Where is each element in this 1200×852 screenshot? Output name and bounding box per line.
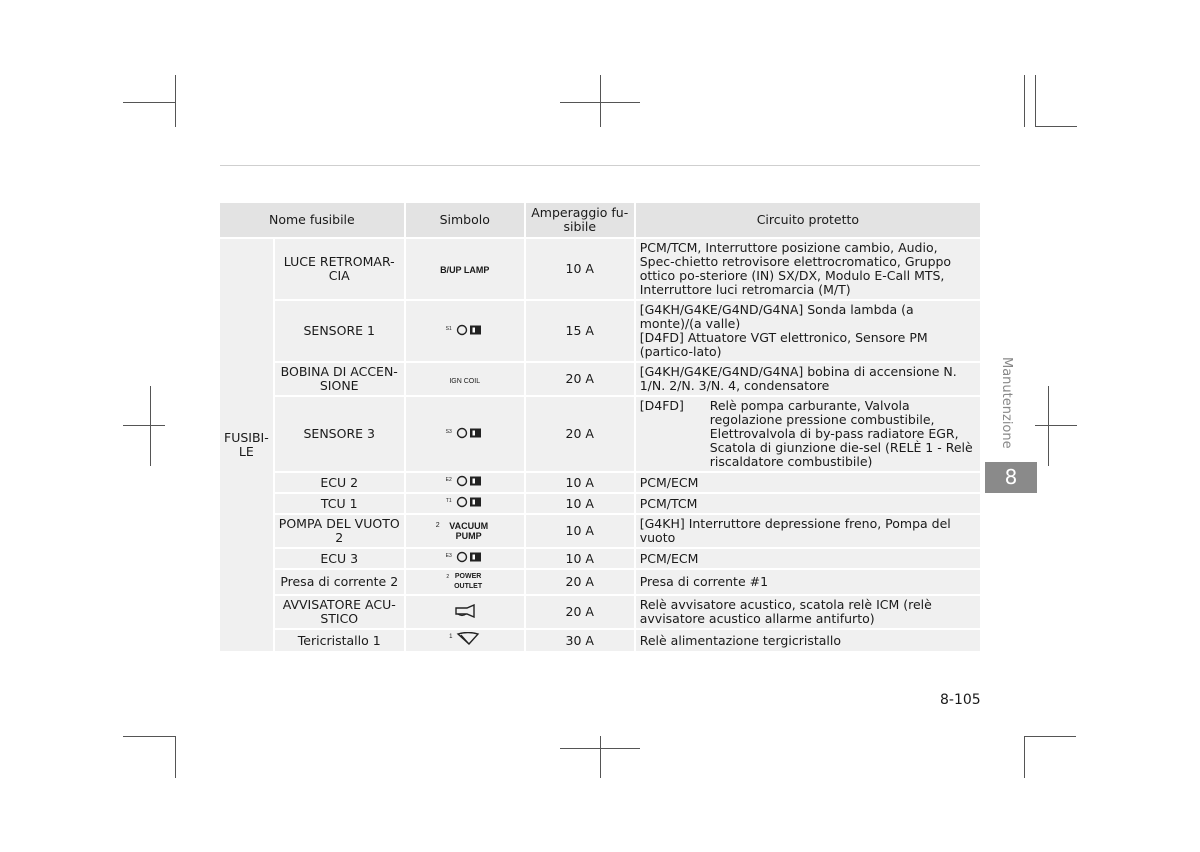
power-outlet-symbol: POWER OUTLET [454, 573, 483, 590]
crop-mark [123, 736, 175, 737]
table-row [220, 472, 980, 493]
fuse-symbol [405, 548, 525, 569]
fuse-amp: 20 A [525, 362, 635, 396]
crop-mark [1024, 736, 1025, 778]
fuse-circuit: Presa di corrente #1 [635, 569, 980, 595]
engine-sensor-icon [456, 427, 484, 439]
table-row [220, 629, 980, 652]
fuse-symbol [405, 514, 525, 548]
crop-mark [1035, 425, 1077, 426]
fuse-amp: 10 A [525, 472, 635, 493]
fuse-name: AVVISATORE ACU-STICO [274, 595, 405, 629]
symbol-index: S3 [445, 428, 452, 435]
circuit-line: [D4FD] Attuatore VGT elettronico, Sensore PM (partico-lato) [639, 330, 928, 359]
crop-mark [175, 75, 176, 127]
table-row [220, 569, 980, 595]
ecu-icon [456, 475, 484, 487]
ign-coil-symbol: IGN COIL [449, 377, 481, 385]
fuse-circuit: PCM/TCM [635, 493, 980, 514]
fuse-circuit: Relè avvisatore acustico, scatola relè ICM (relè avvisatore acustico allarme antifurto) [635, 595, 980, 629]
fuse-name: SENSORE 3 [274, 396, 405, 472]
fuse-symbol [405, 300, 525, 362]
symbol-index: E3 [445, 553, 452, 559]
fuse-circuit: PCM/ECM [635, 472, 980, 493]
fuse-name: ECU 2 [274, 472, 405, 493]
symbol-index: 2 [446, 574, 450, 580]
symbol-index: T1 [445, 498, 452, 504]
fuse-amp: 10 A [525, 238, 635, 300]
fuse-symbol [405, 472, 525, 493]
fuse-name: Presa di corrente 2 [274, 569, 405, 595]
fuse-circuit: PCM/ECM [635, 548, 980, 569]
symbol-index: E2 [445, 477, 452, 483]
page-number: 8-105 [940, 692, 981, 708]
crop-mark [1035, 75, 1036, 127]
fuse-name: ECU 3 [274, 548, 405, 569]
fuse-circuit: [G4KH] Interruttore depressione freno, Pompa del vuoto [635, 514, 980, 548]
fuse-circuit: Relè alimentazione tergicristallo [635, 629, 980, 652]
circuit-line: [G4KH/G4KE/G4ND/G4NA] Sonda lambda (a monte)/(a valle) [639, 302, 914, 331]
fuse-name: Tericristallo 1 [274, 629, 405, 652]
backup-lamp-symbol: B/UP LAMP [440, 265, 490, 275]
crop-mark [175, 736, 176, 778]
chapter-title: Manutenzione [999, 357, 1014, 449]
crop-mark [150, 386, 151, 466]
fuse-symbol [405, 362, 525, 396]
table-row [220, 396, 980, 472]
crop-mark [123, 102, 175, 103]
fuse-symbol [405, 569, 525, 595]
table-row [220, 362, 980, 396]
fuse-amp: 30 A [525, 629, 635, 652]
fuse-circuit: PCM/TCM, Interruttore posizione cambio, Audio, Spec-chietto retrovisore elettrocromatico, Gruppo ottico po-steriore (IN) SX/DX, Modulo E-Call MTS, Interruttore luci retromarcia (M/T) [635, 238, 980, 300]
table-row [220, 548, 980, 569]
fuse-name: SENSORE 1 [274, 300, 405, 362]
wiper-icon [456, 632, 480, 646]
header-rule [220, 165, 980, 166]
symbol-index: 1 [449, 634, 453, 640]
ecu-icon [456, 551, 484, 563]
header-name: Nome fusibile [220, 203, 405, 238]
crop-mark [123, 425, 165, 426]
table-row [220, 238, 980, 300]
fuse-amp: 20 A [525, 396, 635, 472]
crop-mark [1035, 126, 1077, 127]
fuse-name: LUCE RETROMAR-CIA [274, 238, 405, 300]
fuse-amp: 15 A [525, 300, 635, 362]
symbol-index: 2 [435, 521, 440, 529]
crop-mark [600, 736, 601, 778]
header-amperage: Amperaggio fu-sibile [525, 203, 635, 238]
fuse-symbol [405, 595, 525, 629]
table-row [220, 595, 980, 629]
symbol-index: S1 [445, 325, 452, 332]
circuit-key: [D4FD] [639, 398, 684, 413]
fuse-symbol [405, 629, 525, 652]
fuse-amp: 10 A [525, 548, 635, 569]
crop-mark [1024, 75, 1025, 127]
fuse-circuit [635, 300, 980, 362]
chapter-tab: 8 [985, 462, 1037, 493]
fuse-name: POMPA DEL VUOTO 2 [274, 514, 405, 548]
fuse-amp: 10 A [525, 514, 635, 548]
group-label: FUSIBI-LE [220, 238, 274, 652]
table-row [220, 493, 980, 514]
crop-mark [600, 75, 601, 127]
crop-mark [1024, 736, 1076, 737]
horn-icon [454, 604, 476, 618]
fuse-amp: 20 A [525, 569, 635, 595]
table-header-row [220, 203, 980, 238]
table-row [220, 514, 980, 548]
fuse-circuit [635, 396, 980, 472]
crop-mark [1048, 386, 1049, 466]
fuse-circuit: [G4KH/G4KE/G4ND/G4NA] bobina di accensione N. 1/N. 2/N. 3/N. 4, condensatore [635, 362, 980, 396]
fuse-symbol [405, 493, 525, 514]
fuse-amp: 10 A [525, 493, 635, 514]
fuse-symbol [405, 396, 525, 472]
fuse-table [220, 203, 980, 653]
fuse-name: TCU 1 [274, 493, 405, 514]
header-symbol: Simbolo [405, 203, 525, 238]
fuse-name: BOBINA DI ACCEN-SIONE [274, 362, 405, 396]
tcu-icon [456, 496, 484, 508]
fuse-symbol [405, 238, 525, 300]
table-row [220, 300, 980, 362]
circuit-text: Relè pompa carburante, Valvola regolazione pressione combustibile, Elettrovalvola di by-pass radiatore EGR, Scatola di giunzione die-sel (RELÈ 1 - Relè riscaldatore combustibile) [709, 398, 973, 469]
header-circuit: Circuito protetto [635, 203, 980, 238]
vacuum-pump-symbol: VACUUM PUMP [449, 520, 489, 541]
engine-sensor-icon [456, 324, 484, 336]
fuse-amp: 20 A [525, 595, 635, 629]
